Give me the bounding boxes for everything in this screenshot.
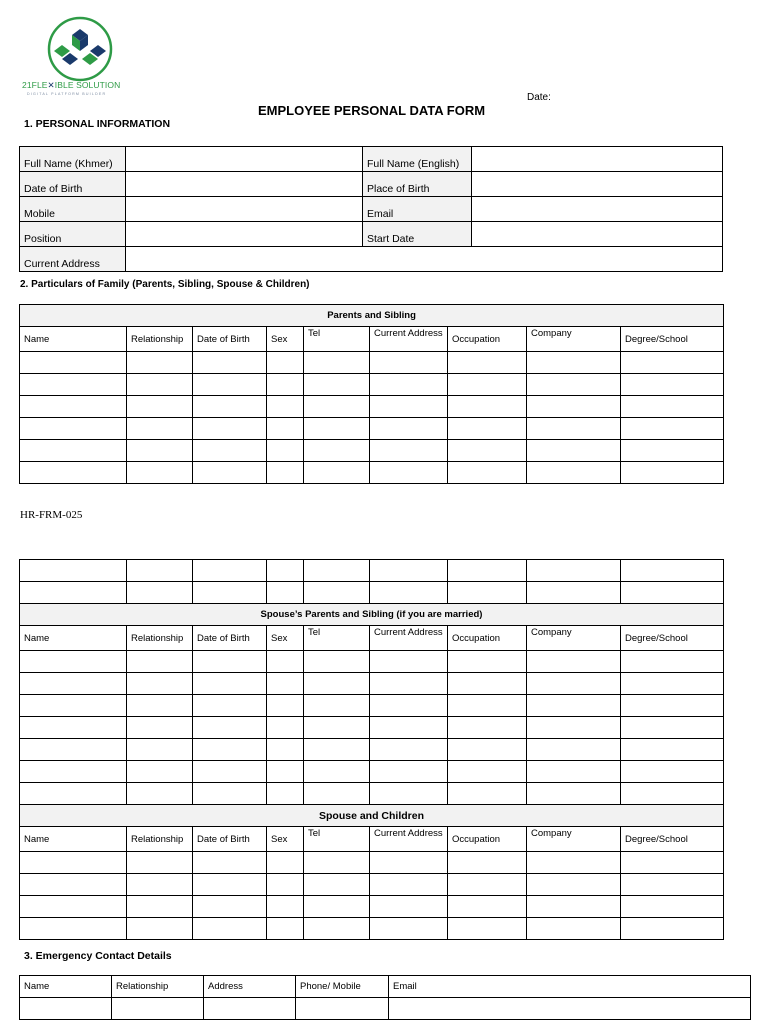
table-cell[interactable] — [267, 582, 304, 604]
table-cell[interactable] — [267, 462, 304, 484]
table-cell[interactable] — [127, 852, 193, 874]
table-cell[interactable] — [448, 560, 527, 582]
table-cell[interactable] — [20, 352, 127, 374]
mobile-field[interactable] — [126, 197, 363, 222]
table-row — [20, 560, 724, 582]
table-cell[interactable] — [267, 374, 304, 396]
table-row — [20, 222, 723, 247]
column-header-relationship: Relationship — [127, 827, 193, 852]
table-cell[interactable] — [621, 918, 724, 940]
table-row — [20, 717, 724, 739]
table-cell[interactable] — [193, 761, 267, 783]
emergency-name-field[interactable] — [20, 998, 112, 1020]
table-cell[interactable] — [370, 717, 448, 739]
caption-row — [20, 305, 724, 327]
column-header-name: Name — [20, 626, 127, 651]
position-label: Position — [20, 222, 126, 247]
table-row — [20, 172, 723, 197]
table-cell[interactable] — [127, 582, 193, 604]
table-row — [20, 147, 723, 172]
table-cell[interactable] — [621, 352, 724, 374]
table-cell[interactable] — [621, 761, 724, 783]
table-cell[interactable] — [370, 560, 448, 582]
table-cell[interactable] — [304, 352, 370, 374]
table-cell[interactable] — [621, 783, 724, 805]
table-cell[interactable] — [621, 560, 724, 582]
column-header-sex: Sex — [267, 827, 304, 852]
table-cell[interactable] — [448, 695, 527, 717]
column-header-phone-mobile: Phone/ Mobile — [296, 976, 389, 998]
full-name-khmer-field[interactable] — [126, 147, 363, 172]
table-cell[interactable] — [127, 717, 193, 739]
table-cell[interactable] — [193, 418, 267, 440]
table-cell[interactable] — [193, 783, 267, 805]
table-cell[interactable] — [621, 396, 724, 418]
table-cell[interactable] — [304, 739, 370, 761]
parents-sibling-caption: Parents and Sibling — [20, 305, 724, 327]
column-header-occupation: Occupation — [448, 626, 527, 651]
section-1-heading: 1. PERSONAL INFORMATION — [24, 118, 171, 130]
table-cell[interactable] — [370, 739, 448, 761]
table-row — [20, 998, 751, 1020]
place-of-birth-label: Place of Birth — [363, 172, 472, 197]
table-cell[interactable] — [127, 783, 193, 805]
column-header-date-of-birth: Date of Birth — [193, 327, 267, 352]
table-cell[interactable] — [20, 852, 127, 874]
table-cell[interactable] — [20, 582, 127, 604]
table-cell[interactable] — [448, 374, 527, 396]
table-cell[interactable] — [370, 462, 448, 484]
table-cell[interactable] — [448, 440, 527, 462]
column-header-sex: Sex — [267, 626, 304, 651]
table-cell[interactable] — [527, 582, 621, 604]
table-cell[interactable] — [621, 582, 724, 604]
parents-sibling-table — [19, 304, 724, 484]
column-header-name: Name — [20, 976, 112, 998]
table-cell[interactable] — [448, 352, 527, 374]
column-header-tel: Tel — [304, 827, 370, 852]
table-cell[interactable] — [20, 396, 127, 418]
table-cell[interactable] — [193, 695, 267, 717]
document-number: HR-FRM-025 — [20, 509, 83, 521]
table-cell[interactable] — [448, 918, 527, 940]
table-cell[interactable] — [370, 418, 448, 440]
table-cell[interactable] — [621, 418, 724, 440]
header-row — [20, 976, 751, 998]
table-cell[interactable] — [267, 717, 304, 739]
table-cell[interactable] — [370, 352, 448, 374]
form-title: EMPLOYEE PERSONAL DATA FORM — [258, 103, 486, 118]
table-cell[interactable] — [621, 673, 724, 695]
table-cell[interactable] — [127, 874, 193, 896]
table-cell[interactable] — [304, 440, 370, 462]
company-name-x-mark: ✕ — [47, 80, 55, 90]
column-header-relationship: Relationship — [127, 327, 193, 352]
position-field[interactable] — [126, 222, 363, 247]
emergency-address-field[interactable] — [204, 998, 296, 1020]
table-cell[interactable] — [527, 374, 621, 396]
table-cell[interactable] — [267, 783, 304, 805]
column-header-current-address: Current Address — [370, 327, 448, 352]
table-cell[interactable] — [267, 695, 304, 717]
table-cell[interactable] — [370, 651, 448, 673]
table-cell[interactable] — [448, 852, 527, 874]
table-row — [20, 761, 724, 783]
table-cell[interactable] — [127, 352, 193, 374]
table-cell[interactable] — [527, 874, 621, 896]
personal-info-table — [19, 146, 723, 272]
table-cell[interactable] — [448, 582, 527, 604]
current-address-label: Current Address — [20, 247, 126, 272]
table-row — [20, 695, 724, 717]
table-cell[interactable] — [20, 560, 127, 582]
table-row — [20, 783, 724, 805]
table-cell[interactable] — [127, 374, 193, 396]
table-row — [20, 651, 724, 673]
table-row — [20, 852, 724, 874]
table-cell[interactable] — [527, 352, 621, 374]
table-cell[interactable] — [370, 374, 448, 396]
table-cell[interactable] — [267, 440, 304, 462]
table-cell[interactable] — [20, 673, 127, 695]
table-cell[interactable] — [527, 651, 621, 673]
table-cell[interactable] — [370, 396, 448, 418]
table-row — [20, 673, 724, 695]
table-cell[interactable] — [448, 396, 527, 418]
column-header-date-of-birth: Date of Birth — [193, 626, 267, 651]
table-cell[interactable] — [527, 560, 621, 582]
current-address-field[interactable] — [126, 247, 723, 272]
table-cell[interactable] — [370, 783, 448, 805]
full-name-english-field[interactable] — [472, 147, 723, 172]
table-cell[interactable] — [267, 651, 304, 673]
table-cell[interactable] — [448, 418, 527, 440]
section-2-heading: 2. Particulars of Family (Parents, Sibling, Spouse & Children) — [20, 279, 310, 290]
date-of-birth-field[interactable] — [126, 172, 363, 197]
company-tagline: DIGITAL PLATFORM BUILDER — [27, 92, 107, 96]
table-row — [20, 739, 724, 761]
spouse-parents-caption: Spouse’s Parents and Sibling (if you are married) — [20, 604, 724, 626]
table-cell[interactable] — [304, 418, 370, 440]
table-cell[interactable] — [370, 582, 448, 604]
company-name-part2: IBLE SOLUTION — [54, 80, 121, 90]
table-cell[interactable] — [127, 739, 193, 761]
column-header-tel: Tel — [304, 327, 370, 352]
table-cell[interactable] — [193, 440, 267, 462]
table-cell[interactable] — [20, 651, 127, 673]
company-name — [22, 80, 140, 91]
column-header-company: Company — [527, 626, 621, 651]
section-3-heading: 3. Emergency Contact Details — [24, 950, 172, 962]
table-cell[interactable] — [370, 761, 448, 783]
table-cell[interactable] — [621, 896, 724, 918]
spouse-children-rows — [20, 852, 724, 940]
table-cell[interactable] — [20, 783, 127, 805]
column-header-relationship: Relationship — [112, 976, 204, 998]
table-cell[interactable] — [267, 918, 304, 940]
column-header-occupation: Occupation — [448, 327, 527, 352]
table-cell[interactable] — [127, 695, 193, 717]
table-cell[interactable] — [304, 673, 370, 695]
table-row — [20, 440, 724, 462]
table-cell[interactable] — [193, 673, 267, 695]
table-cell[interactable] — [621, 374, 724, 396]
table-cell[interactable] — [267, 896, 304, 918]
table-cell[interactable] — [448, 761, 527, 783]
column-header-name: Name — [20, 827, 127, 852]
table-cell[interactable] — [20, 896, 127, 918]
table-cell[interactable] — [304, 695, 370, 717]
table-cell[interactable] — [448, 783, 527, 805]
column-header-degree-school: Degree/School — [621, 827, 724, 852]
table-cell[interactable] — [527, 396, 621, 418]
table-cell[interactable] — [621, 717, 724, 739]
parents-sibling-continued-rows — [20, 560, 724, 604]
column-header-sex: Sex — [267, 327, 304, 352]
column-header-current-address: Current Address — [370, 626, 448, 651]
table-cell[interactable] — [127, 560, 193, 582]
table-cell[interactable] — [527, 918, 621, 940]
header-row — [20, 827, 724, 852]
full-name-english-label: Full Name (English) — [363, 147, 472, 172]
table-cell[interactable] — [304, 717, 370, 739]
table-cell[interactable] — [370, 440, 448, 462]
column-header-email: Email — [389, 976, 751, 998]
table-row — [20, 418, 724, 440]
table-cell[interactable] — [127, 896, 193, 918]
table-cell[interactable] — [370, 695, 448, 717]
column-header-tel: Tel — [304, 626, 370, 651]
table-cell[interactable] — [527, 418, 621, 440]
table-cell[interactable] — [193, 560, 267, 582]
table-cell[interactable] — [448, 717, 527, 739]
emergency-contact-table — [19, 975, 751, 1020]
header-row — [20, 626, 724, 651]
table-cell[interactable] — [267, 352, 304, 374]
table-cell[interactable] — [370, 852, 448, 874]
table-cell[interactable] — [370, 918, 448, 940]
table-cell[interactable] — [304, 852, 370, 874]
table-cell[interactable] — [527, 739, 621, 761]
table-cell[interactable] — [127, 918, 193, 940]
table-cell[interactable] — [448, 874, 527, 896]
start-date-label: Start Date — [363, 222, 472, 247]
table-cell[interactable] — [20, 874, 127, 896]
table-cell[interactable] — [448, 896, 527, 918]
table-cell[interactable] — [193, 352, 267, 374]
table-cell[interactable] — [193, 462, 267, 484]
table-cell[interactable] — [267, 852, 304, 874]
column-header-degree-school: Degree/School — [621, 626, 724, 651]
table-cell[interactable] — [304, 651, 370, 673]
table-cell[interactable] — [127, 462, 193, 484]
table-cell[interactable] — [621, 695, 724, 717]
table-cell[interactable] — [621, 651, 724, 673]
column-header-occupation: Occupation — [448, 827, 527, 852]
table-cell[interactable] — [127, 418, 193, 440]
table-cell[interactable] — [304, 896, 370, 918]
table-cell[interactable] — [20, 374, 127, 396]
table-cell[interactable] — [193, 739, 267, 761]
table-cell[interactable] — [527, 717, 621, 739]
table-cell[interactable] — [127, 440, 193, 462]
table-cell[interactable] — [527, 695, 621, 717]
table-cell[interactable] — [267, 739, 304, 761]
table-cell[interactable] — [20, 739, 127, 761]
table-cell[interactable] — [621, 440, 724, 462]
table-cell[interactable] — [304, 783, 370, 805]
table-cell[interactable] — [304, 761, 370, 783]
table-cell[interactable] — [304, 374, 370, 396]
parents-sibling-rows — [20, 352, 724, 484]
column-header-company: Company — [527, 827, 621, 852]
table-cell[interactable] — [267, 761, 304, 783]
email-label: Email — [363, 197, 472, 222]
table-cell[interactable] — [193, 396, 267, 418]
table-cell[interactable] — [370, 896, 448, 918]
table-cell[interactable] — [127, 396, 193, 418]
table-row — [20, 918, 724, 940]
table-cell[interactable] — [20, 418, 127, 440]
table-cell[interactable] — [267, 396, 304, 418]
table-cell[interactable] — [193, 874, 267, 896]
table-cell[interactable] — [193, 896, 267, 918]
table-cell[interactable] — [527, 440, 621, 462]
emergency-email-field[interactable] — [389, 998, 751, 1020]
spouse-parents-rows — [20, 651, 724, 805]
spouse-children-caption: Spouse and Children — [20, 805, 724, 827]
table-cell[interactable] — [267, 418, 304, 440]
table-cell[interactable] — [127, 651, 193, 673]
column-header-date-of-birth: Date of Birth — [193, 827, 267, 852]
table-cell[interactable] — [20, 695, 127, 717]
table-row — [20, 352, 724, 374]
table-cell[interactable] — [527, 761, 621, 783]
table-cell[interactable] — [193, 651, 267, 673]
company-name-part1: 21FLE — [22, 80, 48, 90]
table-cell[interactable] — [193, 374, 267, 396]
table-cell[interactable] — [304, 560, 370, 582]
table-cell[interactable] — [448, 673, 527, 695]
table-cell[interactable] — [304, 396, 370, 418]
table-row — [20, 874, 724, 896]
table-row — [20, 374, 724, 396]
table-cell[interactable] — [304, 874, 370, 896]
column-header-name: Name — [20, 327, 127, 352]
header-row — [20, 327, 724, 352]
table-cell[interactable] — [304, 918, 370, 940]
table-cell[interactable] — [448, 651, 527, 673]
family-continued-table — [19, 559, 724, 940]
column-header-relationship: Relationship — [127, 626, 193, 651]
table-cell[interactable] — [193, 717, 267, 739]
table-cell[interactable] — [448, 462, 527, 484]
table-cell[interactable] — [193, 582, 267, 604]
table-row — [20, 896, 724, 918]
table-cell[interactable] — [527, 852, 621, 874]
emergency-phone-field[interactable] — [296, 998, 389, 1020]
table-row — [20, 197, 723, 222]
table-cell[interactable] — [20, 440, 127, 462]
table-cell[interactable] — [267, 874, 304, 896]
table-cell[interactable] — [127, 673, 193, 695]
table-cell[interactable] — [621, 852, 724, 874]
column-header-company: Company — [527, 327, 621, 352]
table-cell[interactable] — [20, 761, 127, 783]
column-header-address: Address — [204, 976, 296, 998]
table-cell[interactable] — [370, 673, 448, 695]
table-row — [20, 582, 724, 604]
table-cell[interactable] — [527, 783, 621, 805]
place-of-birth-field[interactable] — [472, 172, 723, 197]
table-cell[interactable] — [527, 673, 621, 695]
table-cell[interactable] — [621, 739, 724, 761]
table-row — [20, 396, 724, 418]
full-name-khmer-label: Full Name (Khmer) — [20, 147, 126, 172]
table-row — [20, 247, 723, 272]
column-header-current-address: Current Address — [370, 827, 448, 852]
email-field[interactable] — [472, 197, 723, 222]
table-cell[interactable] — [20, 717, 127, 739]
caption-row — [20, 805, 724, 827]
date-label: Date: — [527, 92, 551, 103]
table-cell[interactable] — [621, 874, 724, 896]
column-header-degree-school: Degree/School — [621, 327, 724, 352]
table-cell[interactable] — [193, 852, 267, 874]
caption-row — [20, 604, 724, 626]
table-cell[interactable] — [527, 462, 621, 484]
table-cell[interactable] — [621, 462, 724, 484]
emergency-relationship-field[interactable] — [112, 998, 204, 1020]
table-cell[interactable] — [20, 918, 127, 940]
table-cell[interactable] — [127, 761, 193, 783]
table-row — [20, 462, 724, 484]
table-cell[interactable] — [267, 673, 304, 695]
table-cell[interactable] — [527, 896, 621, 918]
table-cell[interactable] — [370, 874, 448, 896]
table-cell[interactable] — [448, 739, 527, 761]
table-cell[interactable] — [193, 918, 267, 940]
table-cell[interactable] — [304, 582, 370, 604]
table-cell[interactable] — [20, 462, 127, 484]
table-cell[interactable] — [304, 462, 370, 484]
mobile-label: Mobile — [20, 197, 126, 222]
start-date-field[interactable] — [472, 222, 723, 247]
date-of-birth-label: Date of Birth — [20, 172, 126, 197]
table-cell[interactable] — [267, 560, 304, 582]
